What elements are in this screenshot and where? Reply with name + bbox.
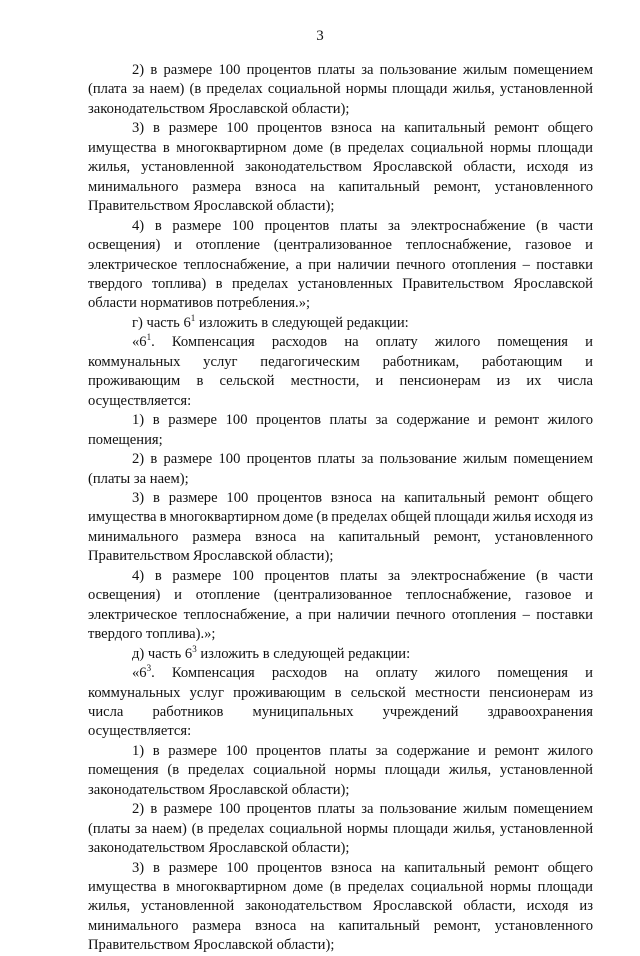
intro-prefix: «6	[132, 334, 147, 351]
amendment-suffix: изложить в следующей редакции:	[195, 314, 409, 331]
paragraph: 1) в размере 100 процентов платы за содержание и ремонт жилого помещения (в пределах социальной нормы площади жилья, установленной законодательством Ярославской области);	[88, 742, 593, 798]
section-intro-6-3	[88, 664, 593, 742]
superscript: 3	[146, 663, 152, 674]
paragraph: 2) в размере 100 процентов платы за пользование жилым помещением (плата за наем) (в пределах социальной нормы площади жилья, установленной законодательством Ярославской области);	[88, 62, 593, 117]
amendment-prefix: г) часть 6	[132, 314, 191, 331]
superscript: 3	[192, 643, 197, 654]
paragraph: 1) в размере 100 процентов платы за содержание и ремонт жилого помещения;	[88, 412, 593, 448]
paragraph: 2) в размере 100 процентов платы за пользование жилым помещением (платы за наем) (в пределах социальной нормы площади жилья, установленной законодательством Ярославской области);	[88, 801, 593, 857]
paragraph: 2) в размере 100 процентов платы за пользование жилым помещением (платы за наем);	[88, 451, 593, 487]
amendment-item-d	[88, 645, 593, 664]
superscript: 1	[190, 312, 196, 323]
section-intro-6-1	[88, 333, 593, 411]
amendment-suffix: изложить в следующей редакции:	[196, 645, 411, 662]
amendment-prefix: д) часть 6	[132, 645, 193, 662]
amendment-item-g	[88, 314, 593, 333]
superscript: 1	[146, 332, 152, 343]
paragraph: 3) в размере 100 процентов взноса на капитальный ремонт общего имущества в многоквартирном доме (в пределах социальной нормы площади жилья, установленной законодательством Ярославской области, исходя из минимального размера взноса на капитальный ремонт, установленного Правительством Ярославской области);	[88, 859, 593, 954]
intro-prefix: «6	[132, 665, 147, 682]
paragraph: 3) в размере 100 процентов взноса на капитальный ремонт общего имущества в многоквартирном доме (в пределах общей площади жилья исходя из минимального размера взноса на капитальный ремонт, установленного Правительством Ярославской области);	[88, 489, 593, 565]
paragraph: 4) в размере 100 процентов платы за электроснабжение (в части освещения) и отопление (централизованное теплоснабжение, газовое и электрическое теплоснабжение, а при наличии печного отопления – поставки твердого топлива).»;	[88, 567, 593, 643]
intro-text: . Компенсация расходов на оплату жилого помещения и коммунальных услуг педагогическим работникам, работающим и проживающим в сельской местности, и пенсионерам из их числа осуществляется:	[88, 334, 593, 409]
page-number: 3	[316, 28, 324, 44]
paragraph: 4) в размере 100 процентов платы за электроснабжение (в части освещения) и отопление (централизованное теплоснабжение, газовое и электрическое теплоснабжение, а при наличии печного отопления – поставки твердого топлива) в пределах установленных Правительством Ярославской области нормативов потребления.»;	[88, 217, 593, 312]
paragraph: 3) в размере 100 процентов взноса на капитальный ремонт общего имущества в многоквартирном доме (в пределах социальной нормы площади жилья, установленной законодательством Ярославской области, исходя из минимального размера взноса на капитальный ремонт, установленного Правительством Ярославской области);	[88, 120, 593, 215]
document-body	[88, 61, 593, 956]
intro-text: . Компенсация расходов на оплату жилого помещения и коммунальных услуг проживающим в сельской местности пенсионерам из числа работников муниципальных учреждений здравоохранения осуществляется:	[88, 665, 593, 740]
